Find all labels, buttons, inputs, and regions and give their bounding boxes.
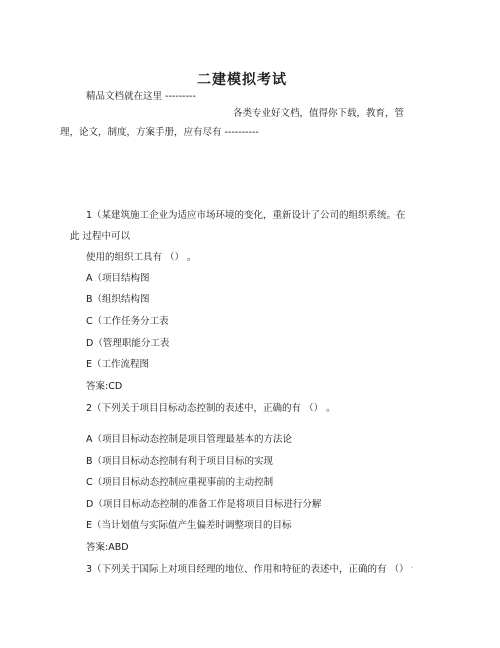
answer: 答案:CD bbox=[86, 381, 123, 392]
option-b: B（项目目标动态控制有利于项目目标的实现 bbox=[86, 456, 274, 467]
option-b: B（组织结构图 bbox=[86, 294, 150, 305]
option-e: E（当计划值与实际值产生偏差时调整项目的目标 bbox=[86, 520, 292, 531]
scan-mark-icon: ʻ bbox=[411, 566, 413, 573]
question-3-stem: 3（下列关于国际上对项目经理的地位、作用和特征的表述中，正确的有 （） bbox=[86, 564, 409, 575]
option-c: C（项目目标动态控制应重视事前的主动控制 bbox=[86, 477, 274, 488]
header-line-1: 精品文档就在这里 --------- bbox=[86, 91, 196, 102]
option-c: C（工作任务分工表 bbox=[86, 316, 169, 327]
option-d: D（管理职能分工表 bbox=[86, 338, 170, 349]
answer: 答案:ABD bbox=[86, 542, 129, 553]
header-line-3: 理，论文，制度，方案手册，应有尽有 ---------- bbox=[60, 127, 259, 138]
question-1-stem-cont: 此 过程中可以 bbox=[70, 231, 131, 242]
option-a: A（项目目标动态控制是项目管理最基本的方法论 bbox=[86, 434, 292, 445]
option-a: A（项目结构图 bbox=[86, 273, 150, 284]
question-1-stem: 1（某建筑施工企业为适应市场环境的变化，重新设计了公司的组织系统。在 bbox=[86, 210, 406, 221]
option-e: E（工作流程图 bbox=[86, 359, 150, 370]
header-line-2: 各类专业好文档，值得你下载，教育，管 bbox=[233, 108, 405, 119]
question-1-stem-cont: 使用的组织工具有 （） 。 bbox=[86, 252, 197, 263]
option-d: D（项目目标动态控制的准备工作是将项目目标进行分解 bbox=[86, 499, 322, 510]
doc-title: 二建模拟考试 bbox=[197, 72, 287, 88]
question-2-stem: 2（下列关于项目目标动态控制的表述中，正确的有 （） 。 bbox=[86, 403, 336, 414]
